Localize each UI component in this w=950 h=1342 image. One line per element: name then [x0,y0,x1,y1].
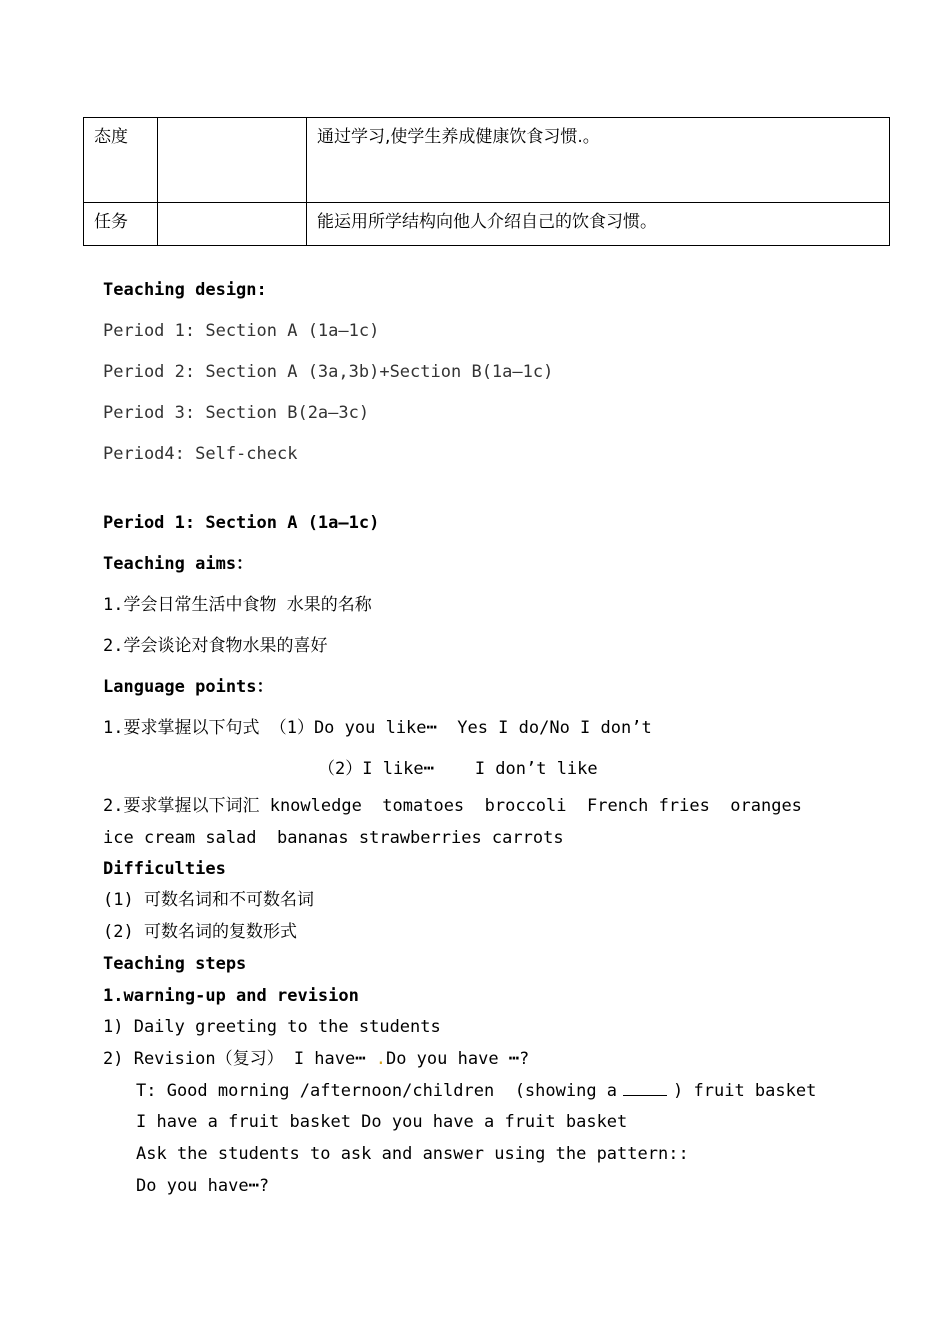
teaching-steps-heading: Teaching steps [103,954,247,974]
teacher-greeting: T: Good morning /afternoon/children (showing a [136,1081,618,1101]
language-point: 1.要求掌握以下句式 （1）Do you like┅ Yes I do/No I don’t [103,718,652,738]
language-point: （2）I like┅ I don’t like [318,759,598,779]
row-middle [158,203,307,246]
teaching-design-heading: Teaching design: [103,280,267,300]
step-heading: 1.warning-up and revision [103,986,359,1006]
dialogue-line: I have a fruit basket Do you have a fruit basket [136,1112,628,1132]
aim-item: 2.学会谈论对食物水果的喜好 [103,636,328,656]
instruction-line: Ask the students to ask and answer using the pattern:: [136,1144,689,1164]
step-item: 1) Daily greeting to the students [103,1017,441,1037]
row-label: 态度 [84,118,158,203]
difficulty-item: (1) 可数名词和不可数名词 [103,890,314,910]
pattern-line: Do you have┅? [136,1176,270,1196]
revision-question: Do you have ┅? [385,1049,530,1069]
difficulties-heading: Difficulties [103,859,226,879]
revision-text: 2) Revision（复习） I have┅ [103,1049,366,1069]
aims-heading: Teaching aims： [103,554,254,574]
period1-heading: Period 1: Section A (1a—1c) [103,513,380,533]
row-content: 通过学习,使学生养成健康饮食习惯.。 [307,118,890,203]
difficulty-item: (2) 可数名词的复数形式 [103,922,297,942]
period-item: Period 3: Section B(2a—3c) [103,403,370,423]
language-point: 2.要求掌握以下词汇 knowledge tomatoes broccoli French fries oranges [103,796,802,816]
fill-in-blank [623,1081,667,1096]
period-item: Period 2: Section A (3a,3b)+Section B(1a—1c) [103,362,554,382]
row-middle [158,118,307,203]
table-row [84,118,890,203]
period-item: Period 1: Section A (1a—1c) [103,321,380,341]
step-item [103,1049,529,1069]
language-points-heading: Language points： [103,677,274,697]
fruit-basket-text: ) fruit basket [673,1081,817,1101]
dialogue-line [136,1081,816,1101]
objectives-table [83,117,890,246]
row-content: 能运用所学结构向他人介绍自己的饮食习惯。 [307,203,890,246]
row-label: 任务 [84,203,158,246]
separator-dot: . [375,1049,386,1069]
period-item: Period4: Self-check [103,444,298,464]
language-point: ice cream salad bananas strawberries carrots [103,828,564,848]
table-row [84,203,890,246]
aim-item: 1.学会日常生活中食物 水果的名称 [103,595,372,615]
